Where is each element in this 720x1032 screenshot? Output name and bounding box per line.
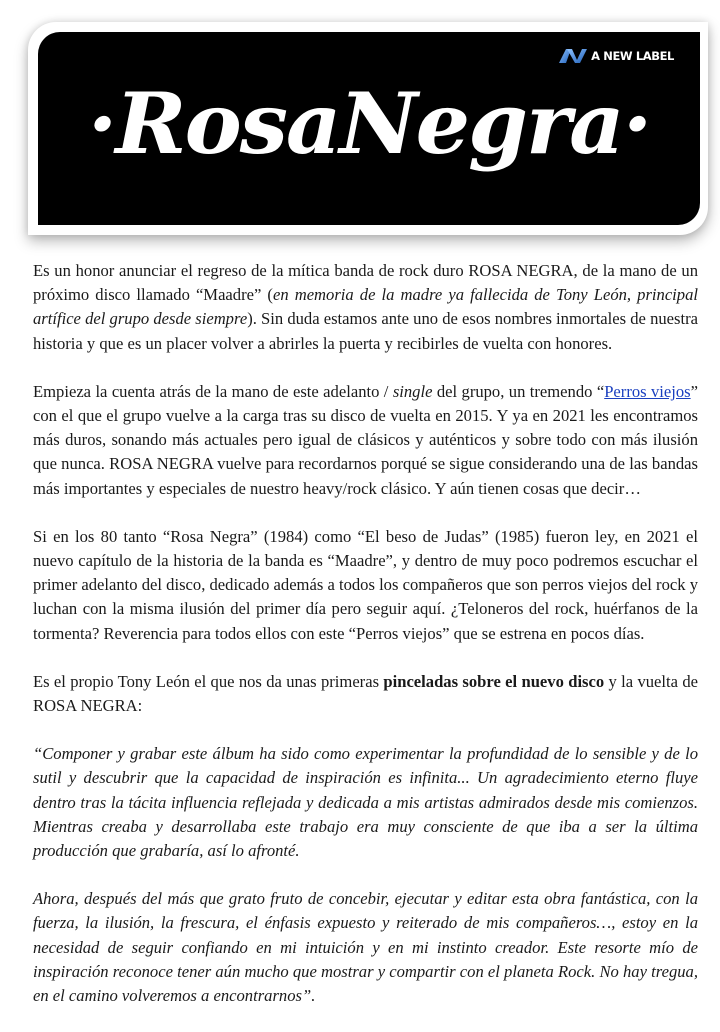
text: y la vuelta de ROSA NEGRA:	[33, 671, 698, 716]
banner-panel	[38, 32, 700, 225]
a-new-label-logo-icon	[558, 48, 588, 64]
italic-text: single	[392, 381, 433, 401]
paragraph-intro	[33, 259, 698, 356]
text: Es el propio Tony León el que nos da unas primeras	[33, 671, 384, 691]
paragraph-quote-intro	[33, 670, 698, 718]
paragraph-single	[33, 380, 698, 501]
italic-text: en memoria de la madre ya fallecida de Tony León, principal artífice del grupo desde siempre	[33, 285, 698, 329]
label-name: A NEW LABEL	[591, 49, 674, 63]
perros-viejos-link[interactable]: Perros viejos	[604, 381, 691, 401]
band-logo-title: ·RosaNegra·	[87, 74, 651, 173]
quote-paragraph-2: Ahora, después del más que grato fruto de concebir, ejecutar y editar esta obra fantástica, con la fuerza, la ilusión, la frescura, el énfasis expuesto y reiterado de mis compañeros…, estoy en la necesidad de seguir confiando en mi intuición y en mi instinto creador. Este resorte mío de inspiración reconoce tener aún mucho que mostrar y compartir con el planeta Rock. No hay tregua, en el camino volveremos a encontrarnos”.	[33, 889, 698, 1006]
text: Empieza la cuenta atrás de la mano de este adelanto /	[33, 381, 393, 401]
header-banner	[28, 22, 708, 235]
text: ” con el que el grupo vuelve a la carga tras su disco de vuelta en 2015. Y ya en 2021 les encontramos más duros, sonando más actuales pero igual de clásicos y auténticos y sobre todo con más ilusión que nunca. ROSA NEGRA vuelve para recordarnos porqué se sigue considerando una de las bandas más importantes y especiales de nuestro heavy/rock clásico. Y aún tienen cosas que decir…	[33, 381, 699, 498]
quote-paragraph-1: “Componer y grabar este álbum ha sido como experimentar la profundidad de lo sensible y de lo sutil y descubrir que la capacidad de inspiración es infinita... Un agradecimiento eterno fluye dentro tras la tácita influencia reflejada y dedicada a mis artistas admirados desde mis comienzos. Mientras creaba y desarrollaba este trabajo era muy consciente de que iba a ser la última producción que grabaría, así lo afronté.	[33, 744, 698, 861]
article-body	[33, 259, 698, 1032]
paragraph-history: Si en los 80 tanto “Rosa Negra” (1984) como “El beso de Judas” (1985) fueron ley, en 2021 el nuevo capítulo de la historia de la banda es “Maadre”, y dentro de muy poco podremos escuchar el primer adelanto del disco, dedicado además a todos los compañeros que son perros viejos del rock y luchan con la misma ilusión del primer día pero seguir aquí. ¿Teloneros del rock, huérfanos de la tormenta? Reverencia para todos ellos con este “Perros viejos” que se estrena en pocos días.	[33, 526, 698, 643]
text: Es un honor anunciar el regreso de la mítica banda de rock duro ROSA NEGRA, de la mano de un próximo disco llamado “Maadre” (	[33, 261, 698, 305]
record-label-logo	[558, 48, 674, 64]
bold-text: pinceladas sobre el nuevo disco	[383, 671, 605, 691]
text: del grupo, un tremendo “	[432, 381, 605, 401]
text: ). Sin duda estamos ante uno de esos nombres inmortales de nuestra historia y que es un placer volver a abrirles la puerta y recibirles de vuelta con honores.	[33, 309, 698, 353]
